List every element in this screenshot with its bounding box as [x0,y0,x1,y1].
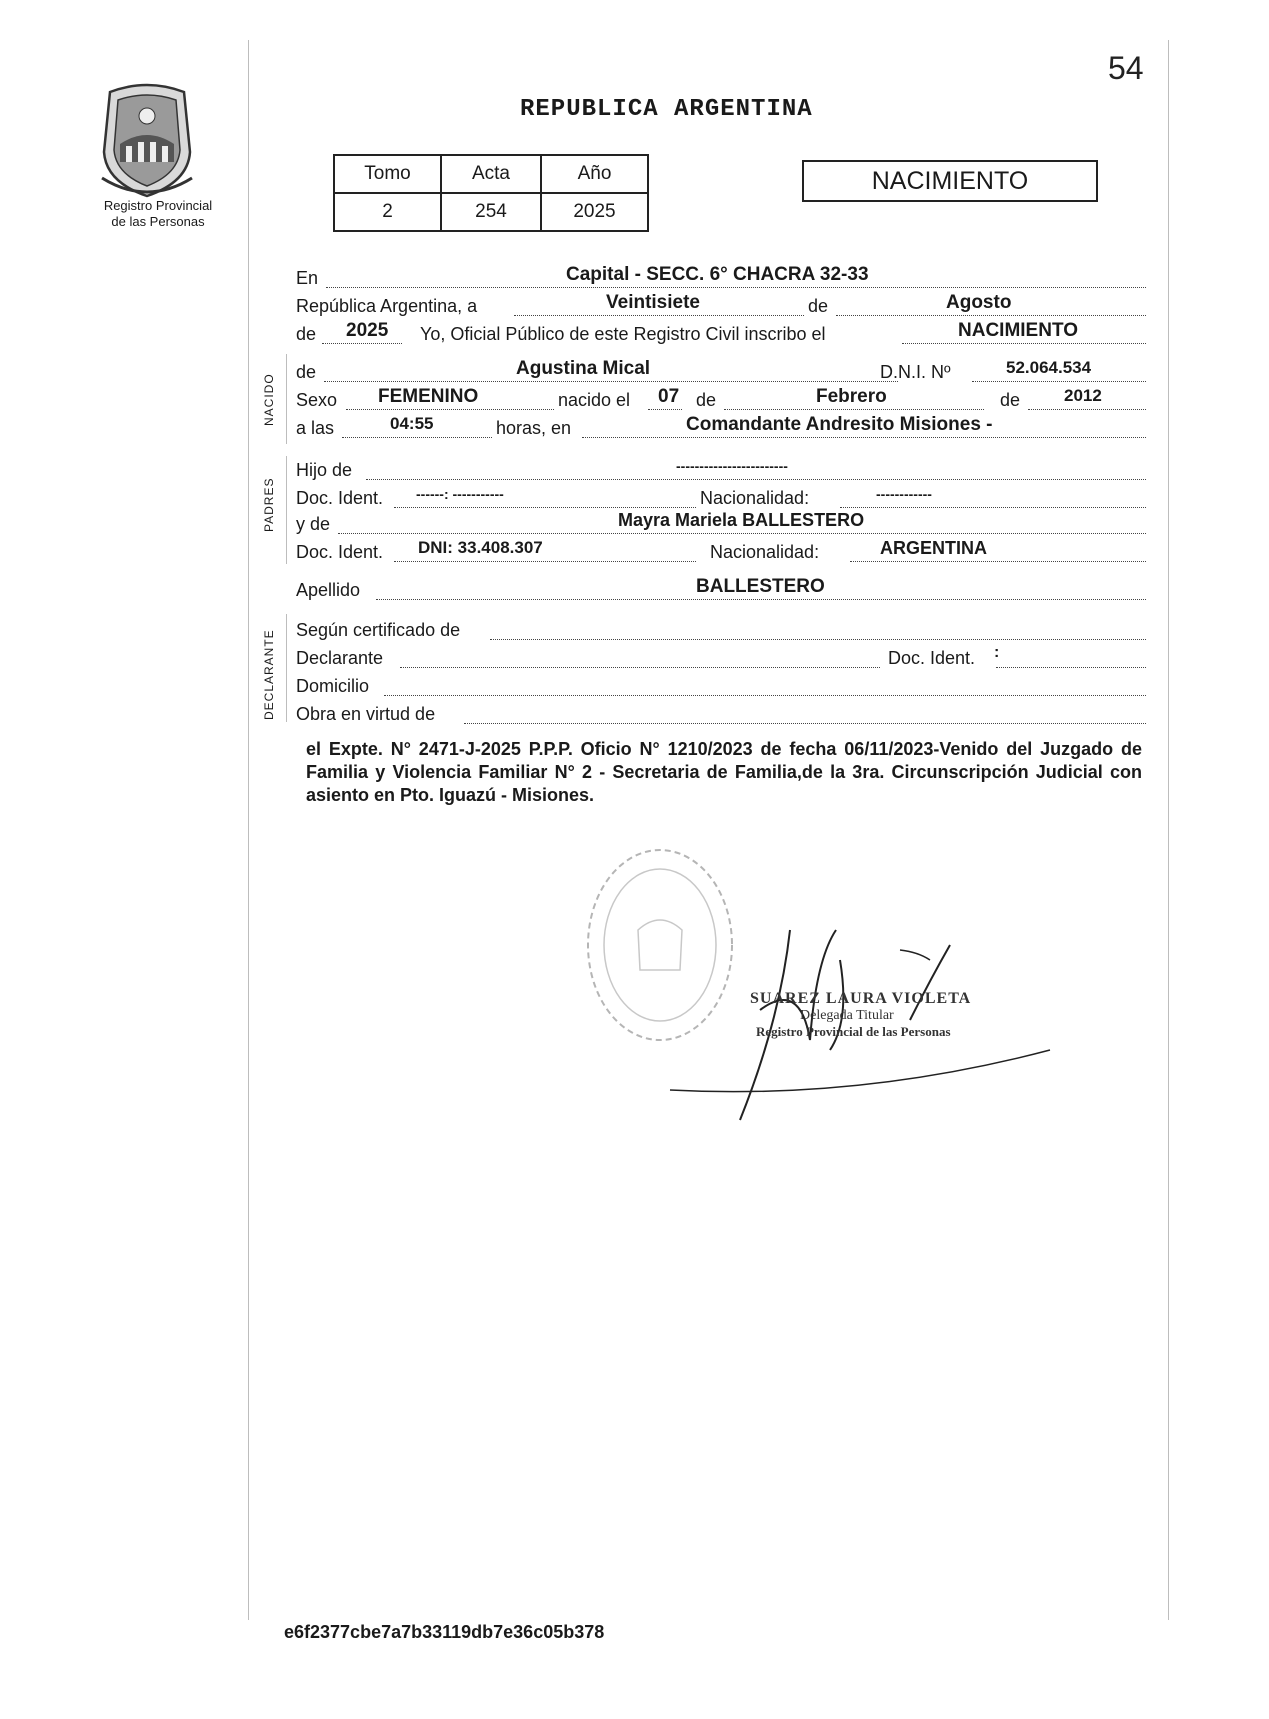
label-declarante: Declarante [296,648,384,668]
label-sexo: Sexo [296,390,338,410]
label-doc-ident: Doc. Ident. [296,542,384,562]
field-hijo-de [296,456,1146,482]
acta-header: Acta [441,155,541,193]
section-label-padres: PADRES [262,477,276,532]
section-label-declarante: DECLARANTE [262,629,276,720]
acta-value: 254 [441,193,541,231]
field-obra [296,700,1146,726]
left-margin-rule [248,40,249,1620]
tomo-header: Tomo [334,155,441,193]
value-mother: Mayra Mariela BALLESTERO [618,510,865,530]
label-hijo-de: Hijo de [296,460,353,480]
document-hash: e6f2377cbe7a7b33119db7e36c05b378 [284,1622,605,1642]
office-line-2: de las Personas [111,214,205,229]
registry-header-row [334,155,648,193]
label-doc-ident: Doc. Ident. [296,488,384,508]
label-nacido-el: nacido el [558,390,631,410]
label-nacionalidad: Nacionalidad: [710,542,820,562]
value-birth-place: Comandante Andresito Misiones - [686,414,993,435]
signature-block [750,990,971,1040]
value-place-of-registration: Capital - SECC. 6° CHACRA 32-33 [566,264,869,285]
field-doc-ident-1 [296,484,1146,510]
label-apellido: Apellido [296,580,361,600]
tomo-value: 2 [334,193,441,231]
field-sexo [296,386,1146,412]
page-number: 54 [1108,50,1144,86]
label-doc-ident: Doc. Ident. [888,648,976,668]
registry-table [333,154,649,232]
value-registration-day: Veintisiete [606,292,700,313]
field-certificado [296,616,1146,642]
label-de: de [1000,390,1021,410]
label-domicilio: Domicilio [296,676,370,696]
label-horas-en: horas, en [496,418,572,438]
field-doc-ident-2 [296,538,1146,564]
office-caption [88,198,228,230]
seal-icon [92,82,202,200]
field-en [296,264,1146,290]
signer-office: Registro Provincial de las Personas [756,1024,951,1039]
label-en: En [296,268,319,288]
label-de: de [296,362,317,382]
value-birth-time: 04:55 [390,414,434,433]
value-registration-year: 2025 [346,320,389,341]
field-declarante [296,644,1146,670]
field-anio-registro [296,320,1146,346]
field-apellido [296,576,1146,602]
value-birth-month: Febrero [816,386,887,407]
value-father-nationality: ------------ [876,486,932,502]
section-rule-declarante [286,614,287,722]
value-act-registered: NACIMIENTO [958,320,1078,341]
field-hora [296,414,1146,440]
act-type-box: NACIMIENTO [802,160,1098,202]
legal-note: el Expte. N° 2471-J-2025 P.P.P. Oficio N° 1210/2023 de fecha 06/11/2023-Venido del Juzgado de Familia y Violencia Familiar N° 2 - Secretaria de Familia,de la 3ra. Circunscripción Judicial con asiento en Pto. Iguazú - Misiones. [306,739,1142,805]
anio-header: Año [541,155,648,193]
field-y-de [296,510,1146,536]
value-child-dni: 52.064.534 [1006,358,1092,377]
label-de: de [296,324,317,344]
value-registration-month: Agosto [946,292,1012,313]
value-birth-year: 2012 [1064,386,1102,405]
value-declarant-doc: : [994,644,1000,661]
right-margin-rule [1168,40,1169,1620]
value-surname: BALLESTERO [696,576,825,597]
value-sex: FEMENINO [378,386,479,407]
province-seal-logo [92,82,222,205]
anio-value: 2025 [541,193,648,231]
label-obra-en-virtud: Obra en virtud de [296,704,436,724]
value-father-doc: ------: ----------- [416,486,504,502]
label-y-de: y de [296,514,331,534]
value-mother-nationality: ARGENTINA [880,538,987,558]
section-label-nacido: NACIDO [262,373,276,426]
value-child-name: Agustina Mical [516,358,651,379]
section-rule-nacido [286,354,287,444]
registry-value-row [334,193,648,231]
label-dni: D.N.I. Nº [880,362,951,382]
section-rule-padres [286,456,287,564]
value-mother-doc: DNI: 33.408.307 [418,538,543,557]
label-segun-certificado: Según certificado de [296,620,461,640]
label-de: de [696,390,717,410]
signer-name: SUAREZ LAURA VIOLETA [750,990,972,1007]
label-de: de [808,296,829,316]
value-father: ------------------------ [676,458,788,474]
signer-role: Delegada Titular [800,1008,894,1023]
office-line-1: Registro Provincial [103,198,213,213]
label-nacionalidad: Nacionalidad: [700,488,810,508]
label-republica: República Argentina, a [296,296,478,316]
label-oficial-text: Yo, Oficial Público de este Registro Civil inscribo el [420,324,826,344]
field-nombre [296,358,1146,384]
value-birth-day: 07 [658,386,680,407]
field-domicilio [296,672,1146,698]
document-title: REPUBLICA ARGENTINA [520,96,813,123]
field-republica [296,292,1146,318]
label-a-las: a las [296,418,335,438]
